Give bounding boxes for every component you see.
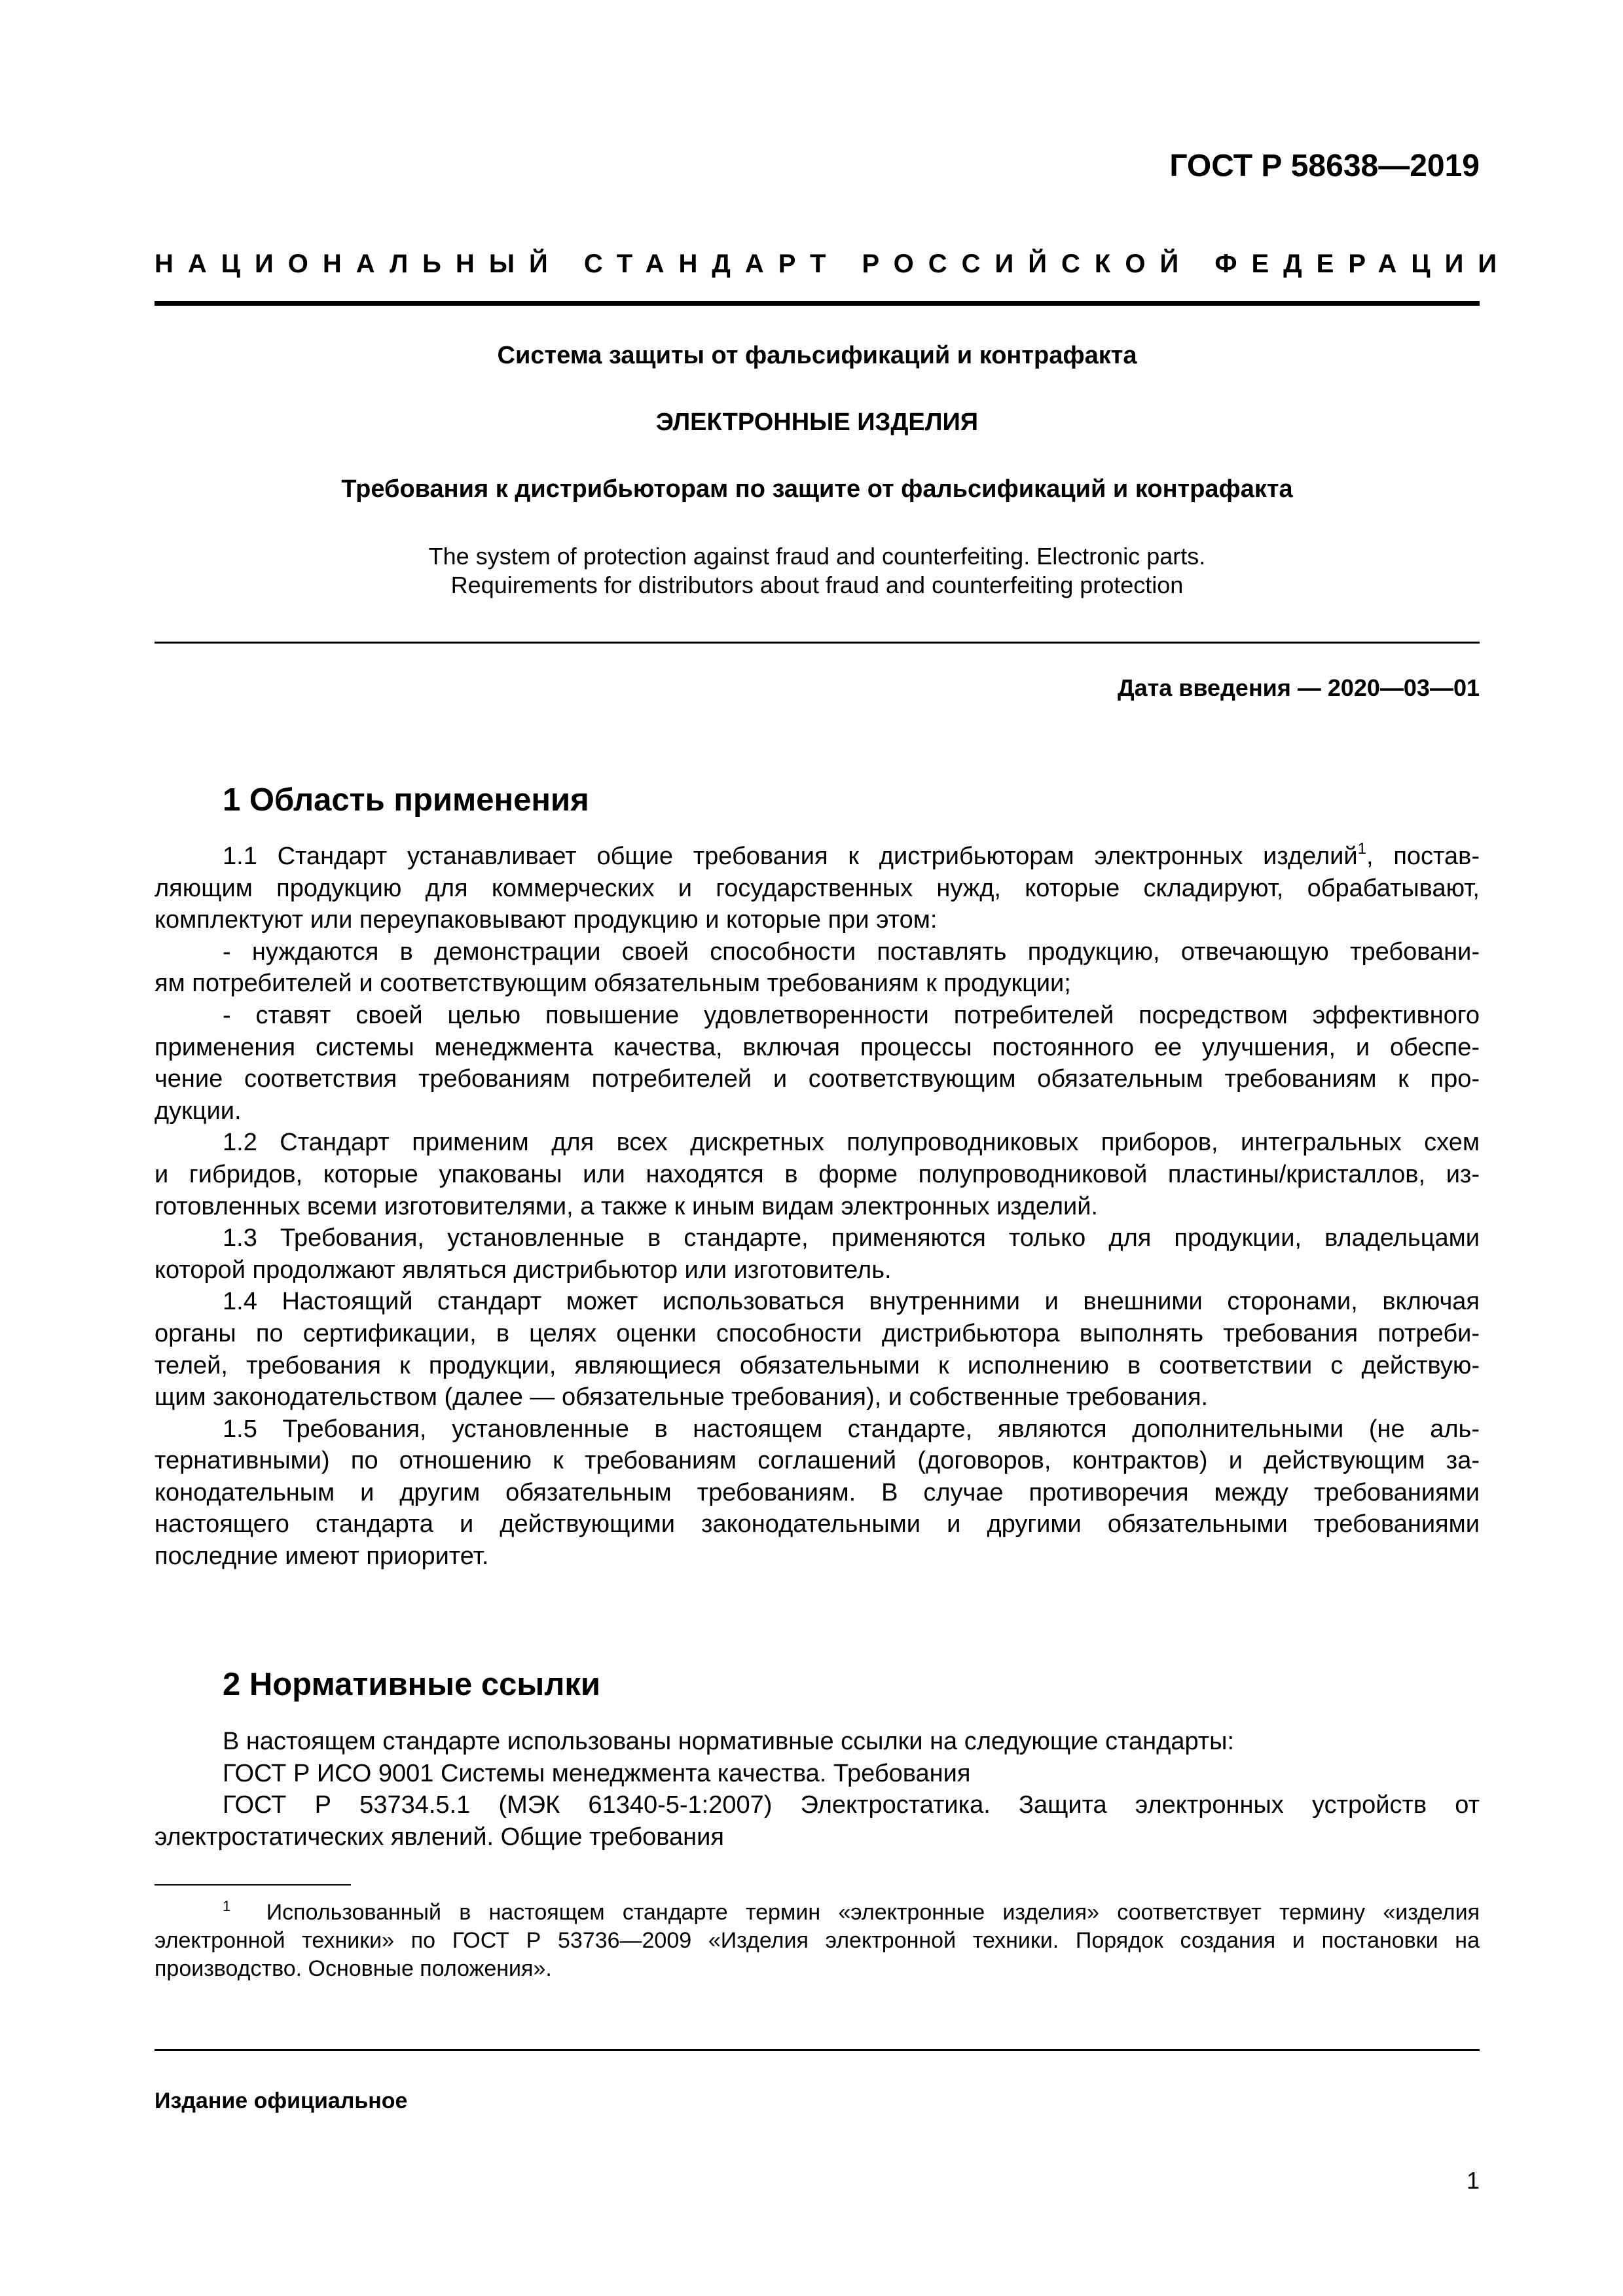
footnote-line: электронной техники» по ГОСТ Р 53736—2009 «Изделия электронной техники. Порядок создания и постановки на (155, 1928, 1480, 1953)
official-edition-label: Издание официальное (155, 2088, 408, 2113)
footnote-rule (155, 1884, 351, 1886)
paragraph-line: - нуждаются в демонстрации своей способности поставлять продукцию, отвечающую требовани- (223, 938, 1480, 966)
paragraph-line: 1.5 Требования, установленные в настоящем стандарте, являются дополнительными (не аль- (223, 1415, 1480, 1443)
paragraph-line: электростатических явлений. Общие требования (155, 1823, 724, 1851)
paragraph-line: В настоящем стандарте использованы нормативные ссылки на следующие стандарты: (223, 1728, 1235, 1755)
header-rule (155, 301, 1480, 306)
english-title-line: Requirements for distributors about fraud and counterfeiting protection (450, 572, 1184, 598)
paragraph-line: конодательным и другим обязательным требованиям. В случае противоречия между требованиями (155, 1478, 1480, 1506)
footnote (155, 1899, 1480, 1983)
footnote-marker: 1 (223, 1899, 231, 1914)
page-number: 1 (1466, 2167, 1480, 2194)
paragraph-line: и гибридов, которые упакованы или находятся в форме полупроводниковой пластины/кристаллов, из- (155, 1160, 1480, 1188)
paragraph-line: органы по сертификации, в целях оценки способности дистрибьютора выполнять требования потреби- (155, 1319, 1480, 1347)
section-2-body (155, 1726, 1480, 1853)
title-rule (155, 642, 1480, 644)
footnote-line: производство. Основные положения». (155, 1956, 552, 1981)
paragraph-line: чение соответствия требованиям потребителей и соответствующим обязательным требованиям к про- (155, 1065, 1480, 1093)
title-system: Система защиты от фальсификаций и контрафакта (497, 342, 1137, 369)
footer-rule (155, 2049, 1480, 2051)
reference-item: ГОСТ Р 53734.5.1 (МЭК 61340-5-1:2007) Электростатика. Защита электронных устройств от (223, 1791, 1480, 1819)
paragraph-line: щим законодательством (далее — обязательные требования), и собственные требования. (155, 1383, 1209, 1412)
paragraph-line: комплектуют или переупаковывают продукцию и которые при этом: (155, 906, 938, 934)
paragraph-line: ям потребителей и соответствующим обязательным требованиям к продукции; (155, 970, 1071, 998)
standard-code: ГОСТ Р 58638—2019 (1169, 149, 1480, 183)
section-2-title: 2 Нормативные ссылки (223, 1667, 600, 1702)
section-1-body (155, 841, 1480, 1573)
paragraph-line: 1.4 Настоящий стандарт может использоваться внутренними и внешними сторонами, включая (223, 1288, 1480, 1316)
paragraph-line: тернативными) по отношению к требованиям соглашений (договоров, контрактов) и действующим за- (155, 1447, 1480, 1475)
section-1-title: 1 Область применения (223, 782, 589, 818)
paragraph-line: настоящего стандарта и действующими законодательными и другими обязательными требованиями (155, 1510, 1480, 1539)
paragraph-line: последние имеют приоритет. (155, 1542, 489, 1571)
paragraph-line: готовленных всеми изготовителями, а также к иным видам электронных изделий. (155, 1192, 1099, 1220)
paragraph-line: которой продолжают являться дистрибьютор или изготовитель. (155, 1256, 892, 1284)
footnote-line: $^1$ Использованный в настоящем стандарте термин «электронные изделия» соответствует термину «изделия (223, 1899, 1480, 1925)
paragraph-line: ляющим продукцию для коммерческих и государственных нужд, которые складируют, обрабатывают, (155, 874, 1480, 902)
title-parts: ЭЛЕКТРОННЫЕ ИЗДЕЛИЯ (655, 409, 979, 436)
english-title (155, 542, 1480, 600)
paragraph-line: телей, требования к продукции, являющиеся обязательными к исполнению в соответствии с действую- (155, 1351, 1480, 1379)
introduction-date: Дата введения — 2020—03—01 (1117, 674, 1480, 701)
reference-item: ГОСТ Р ИСО 9001 Системы менеджмента качества. Требования (223, 1759, 971, 1787)
english-title-line: The system of protection against fraud and counterfeiting. Electronic parts. (428, 543, 1206, 570)
paragraph-line: 1.2 Стандарт применим для всех дискретных полупроводниковых приборов, интегральных схем (223, 1129, 1480, 1157)
footnote-ref: 1 (1357, 841, 1366, 858)
paragraph-line: применения системы менеджмента качества, включая процессы постоянного ее улучшения, и обеспе- (155, 1033, 1480, 1061)
title-requirements: Требования к дистрибьюторам по защите от фальсификаций и контрафакта (341, 475, 1293, 503)
paragraph-line: дукции. (155, 1097, 242, 1125)
paragraph-line: - ставят своей целью повышение удовлетворенности потребителей посредством эффективного (223, 1001, 1480, 1029)
paragraph-line: 1.3 Требования, установленные в стандарте, применяются только для продукции, владельцами (223, 1224, 1480, 1252)
national-standard-heading: НАЦИОНАЛЬНЫЙ СТАНДАРТ РОССИЙСКОЙ ФЕДЕРАЦИИ (155, 249, 1512, 278)
paragraph-line: 1.1 Стандарт устанавливает общие требования к дистрибьюторам электронных изделий$^1$, постав- (223, 841, 1480, 870)
